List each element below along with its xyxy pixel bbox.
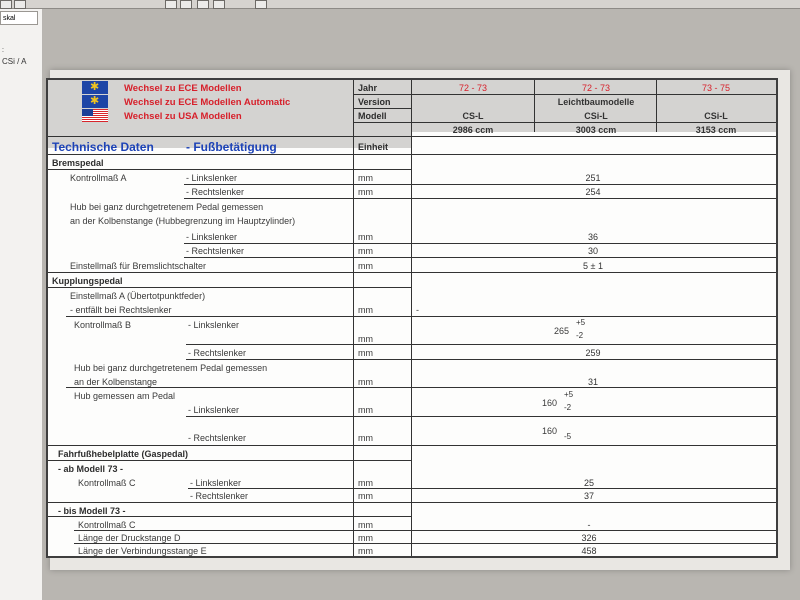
grid-line <box>534 80 535 132</box>
model-3: CSi-L <box>704 111 728 121</box>
grid-line <box>353 108 411 109</box>
us-flag-icon <box>82 109 108 122</box>
unit-mm: mm <box>358 334 373 344</box>
unit-mm: mm <box>358 246 373 256</box>
grid-line <box>184 243 776 244</box>
grid-line <box>186 416 776 417</box>
gas-v5: 458 <box>581 546 597 556</box>
gas-title: Fahrfußhebelplatte (Gaspedal) <box>58 449 189 459</box>
brems-rechts: - Rechtslenker <box>186 246 245 256</box>
gas-v4: 326 <box>581 533 597 543</box>
grid-line <box>74 543 776 544</box>
gas-bis: - bis Modell 73 - <box>58 506 126 516</box>
brems-rechts: - Rechtslenker <box>186 187 245 197</box>
grid-line <box>186 359 776 360</box>
grid-line <box>48 445 776 446</box>
sidebar <box>0 9 43 600</box>
ccm-3: 3153 ccm <box>695 125 737 135</box>
year-2: 72 - 73 <box>581 83 611 93</box>
unit-mm: mm <box>358 405 373 415</box>
version-value: Leichtbaumodelle <box>557 97 635 107</box>
gas-v1: 25 <box>583 478 595 488</box>
kupplung-v5-base: 160 <box>542 426 558 436</box>
unit-mm: mm <box>358 232 373 242</box>
unit-mm: mm <box>358 377 373 387</box>
brems-v3: 36 <box>587 232 599 242</box>
brems-links: - Linkslenker <box>186 173 238 183</box>
brems-hub-line2: an der Kolbenstange (Hubbegrenzung im Hauptzylinder) <box>70 216 296 226</box>
grid-line <box>184 257 776 258</box>
toolbar-button[interactable] <box>14 0 26 9</box>
kupplung-v1-tol-down: -2 <box>576 331 584 340</box>
toolbar-button[interactable] <box>0 0 12 9</box>
toolbar-button[interactable] <box>165 0 177 9</box>
gas-ab: - ab Modell 73 - <box>58 464 124 474</box>
ccm-2: 3003 ccm <box>575 125 617 135</box>
kupplung-hub-line2: an der Kolbenstange <box>74 377 158 387</box>
grid-line <box>48 136 776 137</box>
brems-einstell: Einstellmaß für Bremslichtschalter <box>70 261 207 271</box>
grid-line <box>48 516 412 517</box>
sidebar-dropdown[interactable] <box>0 11 38 25</box>
gas-rechts: - Rechtslenker <box>190 491 249 501</box>
grid-line <box>186 344 776 345</box>
kupplung-hub-line1: Hub bei ganz durchgetretenem Pedal gemessen <box>74 363 268 373</box>
sidebar-dropdown-label: skal <box>3 15 16 22</box>
kupplung-v5-tol-down: -5 <box>564 432 572 441</box>
kupplung-v4-base: 160 <box>542 398 558 408</box>
kupplung-dash: - <box>416 305 419 315</box>
unit-header: Einheit <box>358 142 389 152</box>
unit-mm: mm <box>358 546 373 556</box>
grid-line <box>656 80 657 132</box>
unit-mm: mm <box>358 491 373 501</box>
gas-verbind: Länge der Verbindungsstange E <box>78 546 207 556</box>
brems-links: - Linkslenker <box>186 232 238 242</box>
grid-line <box>184 184 776 185</box>
gas-v3: - <box>587 520 591 530</box>
kupplung-v4-tol-down: -2 <box>564 403 572 412</box>
model-1: CS-L <box>462 111 484 121</box>
ccm-1: 2986 ccm <box>452 125 494 135</box>
grid-line <box>188 488 776 489</box>
grid-line <box>411 80 412 558</box>
kupplung-kontroll-b: Kontrollmaß B <box>74 320 132 330</box>
kupplung-hub-pedal: Hub gemessen am Pedal <box>74 391 176 401</box>
kupplung-title: Kupplungspedal <box>52 276 123 286</box>
unit-mm: mm <box>358 173 373 183</box>
grid-line <box>353 94 776 95</box>
sidebar-marker: : <box>2 47 4 54</box>
grid-line <box>48 502 776 503</box>
kupplung-rechts: - Rechtslenker <box>188 348 247 358</box>
link-ece-models[interactable]: Wechsel zu ECE Modellen <box>124 83 242 94</box>
grid-line <box>353 122 776 123</box>
kupplung-v3: 31 <box>587 377 599 387</box>
toolbar-button[interactable] <box>197 0 209 9</box>
brems-title: Bremspedal <box>52 158 104 168</box>
grid-line <box>353 80 354 558</box>
kupplung-v2: 259 <box>585 348 601 358</box>
grid-line <box>74 530 776 531</box>
kupplung-einstell-a: Einstellmaß A (Übertotpunktfeder) <box>70 291 206 301</box>
grid-line <box>48 272 776 273</box>
label-jahr: Jahr <box>358 83 378 93</box>
brems-v1: 251 <box>585 173 601 183</box>
unit-mm: mm <box>358 533 373 543</box>
spec-sheet <box>46 78 778 558</box>
toolbar <box>0 0 800 9</box>
grid-line <box>48 287 412 288</box>
toolbar-button[interactable] <box>213 0 225 9</box>
brems-kontroll-a: Kontrollmaß A <box>70 173 127 183</box>
kupplung-links: - Linkslenker <box>188 320 240 330</box>
kupplung-v4-tol-up: +5 <box>564 390 574 399</box>
grid-line <box>48 154 776 155</box>
gas-druck: Länge der Druckstange D <box>78 533 181 543</box>
gas-kontroll-c: Kontrollmaß C <box>78 478 136 488</box>
gas-v2: 37 <box>583 491 595 501</box>
unit-mm: mm <box>358 433 373 443</box>
brems-v4: 30 <box>587 246 599 256</box>
grid-line <box>66 387 776 388</box>
brems-hub-line1: Hub bei ganz durchgetretenem Pedal gemessen <box>70 202 264 212</box>
year-3: 73 - 75 <box>701 83 731 93</box>
eu-flag-icon <box>82 95 108 108</box>
unit-mm: mm <box>358 478 373 488</box>
grid-line <box>48 460 412 461</box>
section-title: Technische Daten <box>52 140 154 154</box>
model-2: CSi-L <box>584 111 608 121</box>
unit-mm: mm <box>358 305 373 315</box>
year-1: 72 - 73 <box>458 83 488 93</box>
brems-v5: 5 ± 1 <box>583 261 603 271</box>
unit-mm: mm <box>358 261 373 271</box>
grid-line <box>66 316 776 317</box>
kupplung-links: - Linkslenker <box>188 405 240 415</box>
kupplung-entfaellt: - entfällt bei Rechtslenker <box>70 305 172 315</box>
section-subtitle: - Fußbetätigung <box>186 140 277 154</box>
link-usa-models[interactable]: Wechsel zu USA Modellen <box>124 111 242 122</box>
toolbar-button[interactable] <box>255 0 267 9</box>
kupplung-v1-base: 265 <box>554 326 570 336</box>
toolbar-button[interactable] <box>180 0 192 9</box>
grid-line <box>48 169 412 170</box>
kupplung-v1-tol-up: +5 <box>576 318 586 327</box>
unit-mm: mm <box>358 187 373 197</box>
brems-v2: 254 <box>585 187 601 197</box>
link-ece-automatic[interactable]: Wechsel zu ECE Modellen Automatic <box>124 97 291 108</box>
sidebar-item-csi[interactable]: CSi / A <box>2 57 27 66</box>
kupplung-rechts: - Rechtslenker <box>188 433 247 443</box>
unit-mm: mm <box>358 520 373 530</box>
unit-mm: mm <box>358 348 373 358</box>
gas-links: - Linkslenker <box>190 478 242 488</box>
eu-flag-icon <box>82 81 108 94</box>
grid-line <box>184 198 776 199</box>
label-version: Version <box>358 97 391 107</box>
gas-kontroll-c2: Kontrollmaß C <box>78 520 136 530</box>
label-modell: Modell <box>358 111 387 121</box>
